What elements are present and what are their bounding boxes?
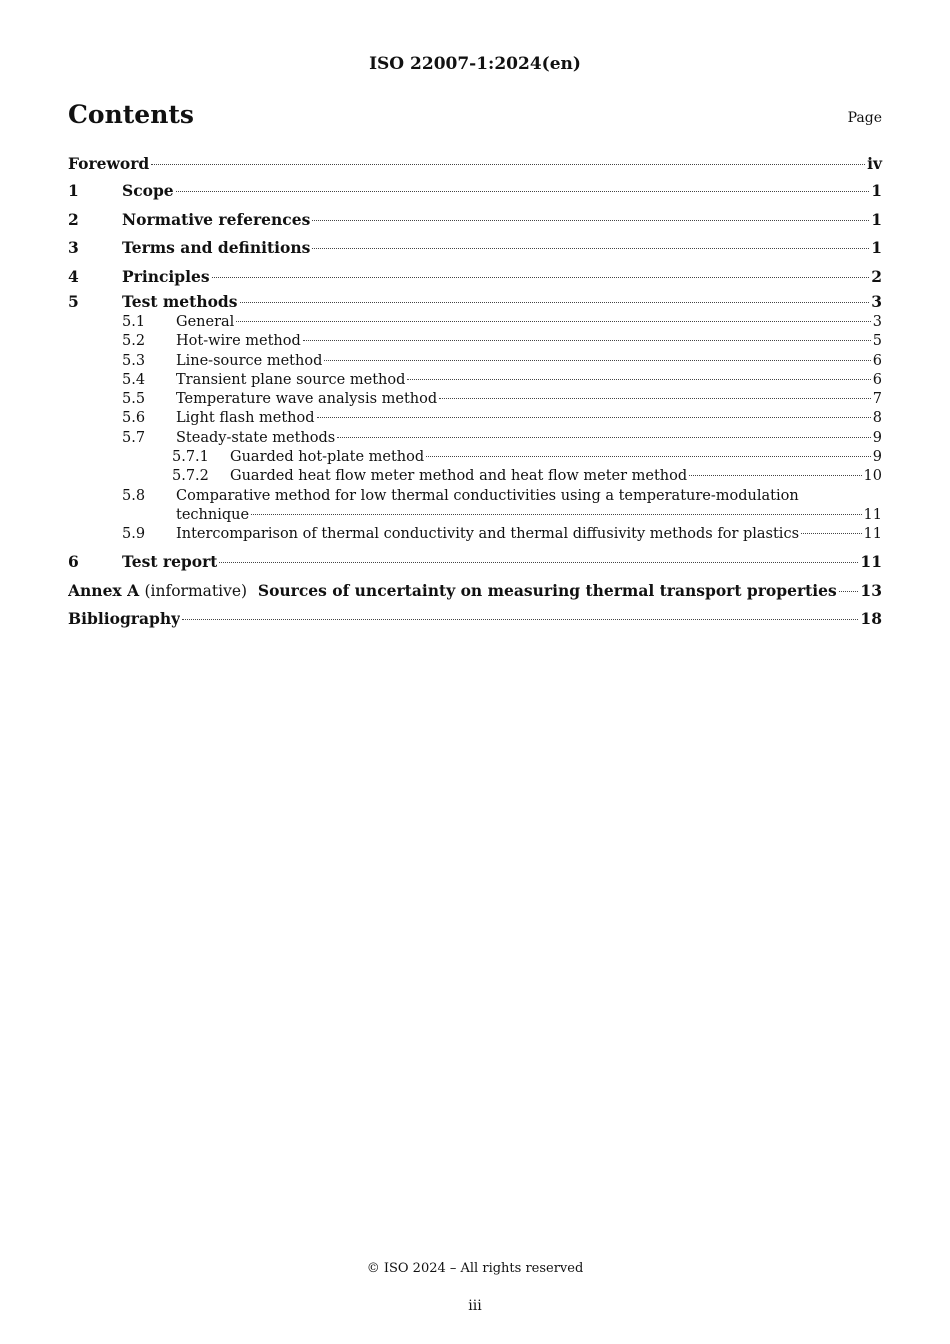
toc-page: 5 bbox=[872, 333, 882, 350]
toc-number: 5.7.2 bbox=[172, 468, 209, 485]
toc-entry-comparative-method[interactable] bbox=[68, 487, 882, 526]
toc-entry-transient-plane-source-method[interactable] bbox=[68, 371, 882, 390]
toc-page: 3 bbox=[872, 314, 882, 330]
toc-entry-test-report[interactable] bbox=[68, 545, 882, 577]
toc-entry-steady-state-methods[interactable] bbox=[68, 429, 882, 448]
dot-leader bbox=[407, 379, 870, 380]
annex-label: Annex A bbox=[68, 580, 140, 600]
toc-title: Normative references bbox=[122, 209, 311, 229]
dot-leader bbox=[151, 164, 865, 165]
dot-leader bbox=[212, 277, 870, 278]
toc-title: General bbox=[176, 314, 235, 330]
dot-leader bbox=[303, 340, 871, 341]
toc-entry-scope[interactable] bbox=[68, 177, 882, 206]
dot-leader bbox=[312, 220, 869, 221]
toc-title: Terms and definitions bbox=[122, 238, 311, 257]
toc-title: Scope bbox=[122, 181, 174, 200]
toc-title: Transient plane source method bbox=[176, 371, 406, 388]
toc-number: 3 bbox=[68, 238, 79, 257]
toc-number: 5.2 bbox=[122, 333, 146, 350]
toc-entry-line-source-method[interactable] bbox=[68, 352, 882, 371]
dot-leader bbox=[240, 302, 870, 303]
toc-entry-light-flash-method[interactable] bbox=[68, 409, 882, 428]
toc-number: 5.3 bbox=[122, 352, 146, 369]
toc-page: 9 bbox=[872, 429, 882, 446]
toc-page: 11 bbox=[860, 551, 882, 571]
copyright-footer: © ISO 2024 – All rights reserved bbox=[366, 1261, 584, 1276]
toc-page: 1 bbox=[871, 209, 882, 229]
toc-title-line-2: technique bbox=[176, 506, 250, 523]
table-of-contents bbox=[68, 151, 882, 634]
toc-entry-principles[interactable] bbox=[68, 263, 882, 292]
dot-leader bbox=[839, 591, 859, 592]
document-id-header: ISO 22007-1:2024(en) bbox=[369, 54, 581, 74]
toc-number: 5.5 bbox=[122, 391, 146, 408]
toc-entry-terms-and-definitions[interactable] bbox=[68, 234, 882, 263]
contents-heading: Contents bbox=[68, 100, 195, 129]
toc-title: Test methods bbox=[122, 292, 238, 311]
dot-leader bbox=[689, 475, 861, 476]
toc-page: 11 bbox=[863, 526, 882, 543]
dot-leader bbox=[182, 619, 858, 620]
toc-title: Temperature wave analysis method bbox=[176, 391, 438, 408]
toc-number: 1 bbox=[68, 181, 79, 200]
dot-leader bbox=[426, 456, 871, 457]
toc-title: Light flash method bbox=[176, 410, 315, 427]
toc-page: 1 bbox=[871, 238, 882, 257]
toc-number: 5.1 bbox=[122, 314, 146, 330]
toc-entry-hot-wire-method[interactable] bbox=[68, 332, 882, 351]
toc-page: 18 bbox=[860, 609, 882, 629]
dot-leader bbox=[176, 191, 870, 192]
toc-entry-guarded-hot-plate-method[interactable] bbox=[68, 448, 882, 467]
toc-title: Guarded hot-plate method bbox=[230, 449, 425, 466]
toc-title: Line-source method bbox=[176, 352, 323, 369]
annex-title: Sources of uncertainty on measuring thermal transport properties bbox=[257, 580, 837, 600]
page-column-label: Page bbox=[847, 110, 882, 126]
toc-number: 5.6 bbox=[122, 410, 146, 427]
toc-entry-annex-a[interactable] bbox=[68, 577, 882, 606]
dot-leader bbox=[317, 417, 871, 418]
toc-entry-general[interactable] bbox=[68, 313, 882, 332]
toc-entry-normative-references[interactable] bbox=[68, 206, 882, 235]
toc-title-line-1: Comparative method for low thermal conductivities using a temperature-modulation bbox=[176, 487, 799, 504]
toc-number: 2 bbox=[68, 209, 79, 229]
toc-page: 2 bbox=[871, 266, 882, 286]
toc-page: 10 bbox=[863, 468, 882, 485]
toc-page: 7 bbox=[872, 391, 882, 408]
toc-entry-foreword[interactable] bbox=[68, 151, 882, 177]
toc-title: Principles bbox=[122, 266, 210, 286]
toc-page: 8 bbox=[872, 410, 882, 427]
toc-title: Test report bbox=[122, 551, 218, 571]
toc-entry-bibliography[interactable] bbox=[68, 605, 882, 634]
dot-leader bbox=[324, 360, 870, 361]
dot-leader bbox=[801, 533, 862, 534]
toc-title: Hot-wire method bbox=[176, 333, 301, 350]
toc-title: Intercomparison of thermal conductivity and thermal diffusivity methods for plastics bbox=[176, 526, 800, 543]
toc-number: 5.7.1 bbox=[172, 449, 209, 466]
toc-title: Bibliography bbox=[68, 609, 181, 629]
toc-page: 9 bbox=[872, 449, 882, 466]
toc-page: 1 bbox=[871, 181, 882, 200]
toc-title: Foreword bbox=[68, 154, 150, 173]
dot-leader bbox=[312, 248, 869, 249]
dot-leader bbox=[236, 321, 870, 322]
toc-number: 5.4 bbox=[122, 371, 146, 388]
dot-leader bbox=[251, 514, 862, 515]
toc-number: 6 bbox=[68, 551, 79, 571]
toc-entry-test-methods[interactable] bbox=[68, 291, 882, 313]
toc-number: 5.7 bbox=[122, 429, 146, 446]
toc-number: 5.8 bbox=[122, 487, 146, 504]
toc-entry-intercomparison[interactable] bbox=[68, 525, 882, 544]
toc-page: 11 bbox=[863, 506, 882, 523]
toc-page: 13 bbox=[860, 580, 882, 600]
dot-leader bbox=[337, 437, 871, 438]
toc-entry-temperature-wave-analysis-method[interactable] bbox=[68, 390, 882, 409]
toc-page: iv bbox=[867, 154, 882, 173]
toc-entry-guarded-heat-flow-meter-method[interactable] bbox=[68, 467, 882, 486]
toc-number: 4 bbox=[68, 266, 79, 286]
toc-page: 3 bbox=[871, 292, 882, 311]
toc-title: Steady-state methods bbox=[176, 429, 336, 446]
dot-leader bbox=[439, 398, 871, 399]
toc-number: 5.9 bbox=[122, 526, 146, 543]
toc-number: 5 bbox=[68, 292, 79, 311]
toc-page: 6 bbox=[872, 371, 882, 388]
toc-page: 6 bbox=[872, 352, 882, 369]
toc-title: Guarded heat flow meter method and heat flow meter method bbox=[230, 468, 688, 485]
page-number: iii bbox=[468, 1298, 482, 1314]
annex-type: (informative) bbox=[144, 581, 248, 600]
dot-leader bbox=[219, 562, 858, 563]
